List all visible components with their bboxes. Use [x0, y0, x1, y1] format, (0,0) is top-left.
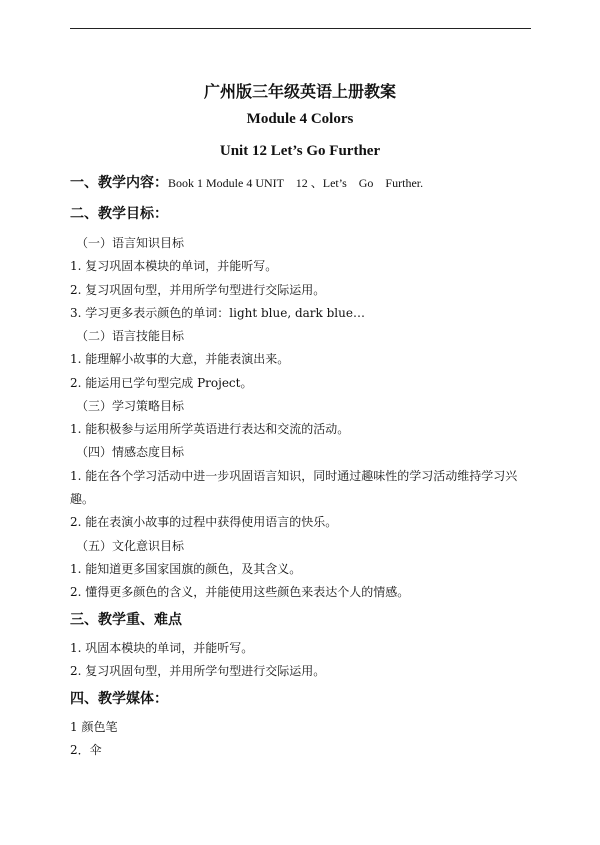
list-item: 2. 复习巩固句型，并用所学句型进行交际运用。 [70, 664, 326, 678]
list-item: 1. 能积极参与运用所学英语进行表达和交流的活动。 [70, 422, 350, 436]
list-item: 1. 能知道更多国家国旗的颜色，及其含义。 [70, 562, 302, 576]
list-item: 1. 能理解小故事的大意，并能表演出来。 [70, 352, 290, 366]
list-item: 2. 能运用已学句型完成 Project。 [70, 376, 253, 390]
list-item: 1. 复习巩固本模块的单词，并能听写。 [70, 259, 278, 273]
subsection-heading: （五）文化意识目标 [76, 539, 185, 553]
list-item: 2．伞 [70, 743, 102, 757]
subsection-heading: （二）语言技能目标 [76, 329, 185, 343]
unit-title: Unit 12 Let’s Go Further [219, 143, 381, 159]
header-rule [70, 28, 531, 29]
list-item: 1. 巩固本模块的单词，并能听写。 [70, 641, 254, 655]
list-item: 1 颜色笔 [70, 720, 118, 734]
section-heading: 二、教学目标： [70, 206, 168, 222]
section-heading: 一、教学内容： [70, 175, 168, 191]
section-teaching-content [70, 175, 423, 191]
list-item: 1. 能在各个学习活动中进一步巩固语言知识，同时通过趣味性的学习活动维持学习兴 [70, 469, 518, 483]
list-item-continued: 趣。 [70, 492, 95, 506]
document-title: 广州版三年级英语上册教案 [203, 82, 396, 101]
module-title: Module 4 Colors [246, 111, 354, 127]
list-item: 3. 学习更多表示颜色的单词：light blue, dark blue… [70, 306, 365, 320]
section-content: Book 1 Module 4 UNIT 12 、Let’s Go Further. [168, 176, 424, 190]
list-item: 2. 能在表演小故事的过程中获得使用语言的快乐。 [70, 515, 338, 529]
list-item: 2. 懂得更多颜色的含义，并能使用这些颜色来表达个人的情感。 [70, 585, 410, 599]
section-heading: 四、教学媒体： [70, 691, 168, 707]
subsection-heading: （四）情感态度目标 [76, 445, 185, 459]
subsection-heading: （三）学习策略目标 [76, 399, 185, 413]
list-item: 2. 复习巩固句型，并用所学句型进行交际运用。 [70, 283, 326, 297]
section-heading: 三、教学重、难点 [70, 612, 182, 628]
subsection-heading: （一）语言知识目标 [76, 236, 185, 250]
